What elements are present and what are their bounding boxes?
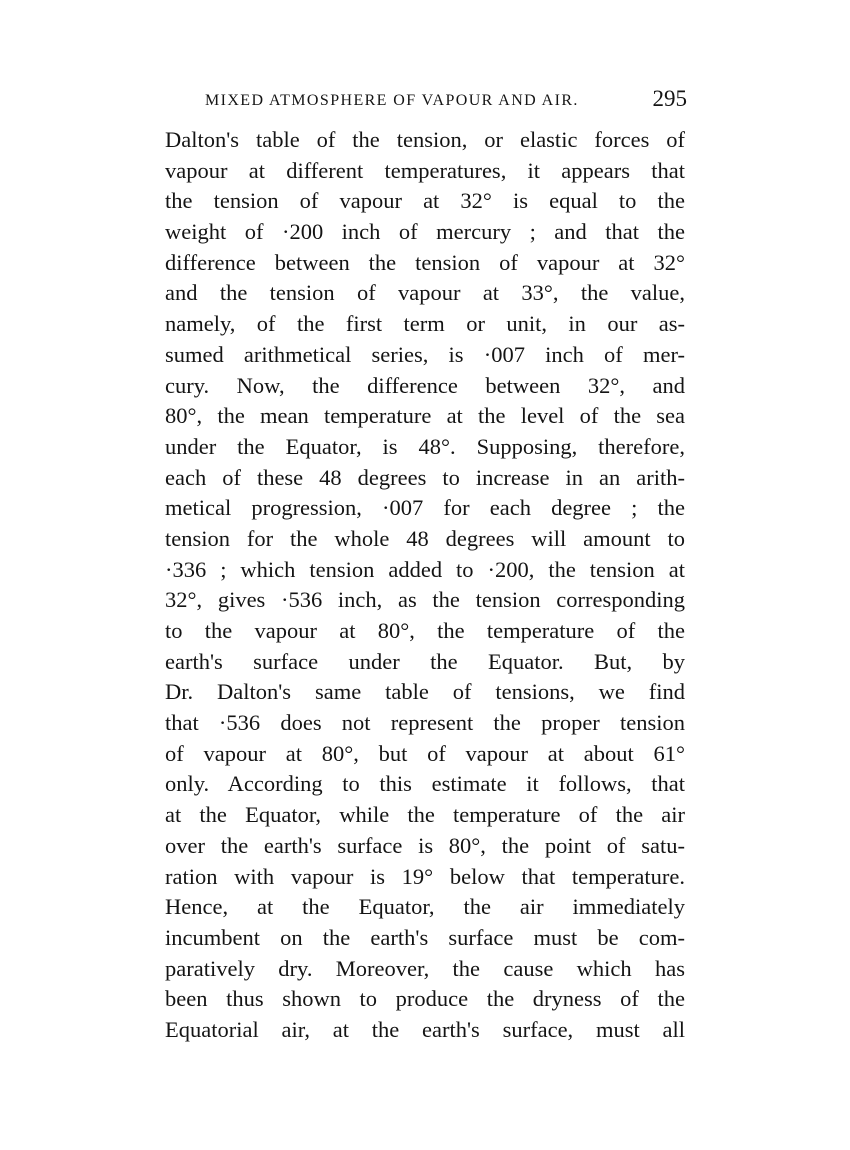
text-line: each of these 48 degrees to increase in an arith- [165,464,685,490]
text-line: 32°, gives ·536 inch, as the tension corresponding [165,587,685,613]
text-line: weight of ·200 inch of mercury ; and that the [165,219,685,245]
text-line: that ·536 does not represent the proper tension [165,710,685,736]
text-line: under the Equator, is 48°. Supposing, therefore, [165,433,685,459]
text-line: Dalton's table of the tension, or elastic forces of [165,127,685,152]
text-line: over the earth's surface is 80°, the point of satu- [165,832,685,858]
text-line: Equatorial air, at the earth's surface, must all [165,1016,685,1042]
text-line: at the Equator, while the temperature of the air [165,802,685,828]
running-head [205,86,687,116]
text-line: ·336 ; which tension added to ·200, the tension at [165,556,685,582]
text-line: Hence, at the Equator, the air immediately [165,894,685,920]
page-number: 295 [652,86,687,111]
text-line: 80°, the mean temperature at the level of the sea [165,403,685,429]
text-line: been thus shown to produce the dryness of the [165,986,685,1012]
text-line: Dr. Dalton's same table of tensions, we find [165,679,685,705]
text-line: difference between the tension of vapour at 32° [165,249,685,275]
text-line: paratively dry. Moreover, the cause which has [165,955,685,981]
text-line: metical progression, ·007 for each degree ; the [165,495,685,521]
text-line: cury. Now, the difference between 32°, and [165,372,685,398]
text-line: sumed arithmetical series, is ·007 inch of mer- [165,341,685,367]
body-text [165,125,685,1046]
text-line: namely, of the first term or unit, in our as- [165,311,685,337]
text-line: earth's surface under the Equator. But, by [165,648,685,674]
text-line: tension for the whole 48 degrees will amount to [165,525,685,551]
text-line: of vapour at 80°, but of vapour at about 61° [165,740,685,766]
text-line: and the tension of vapour at 33°, the value, [165,280,685,306]
running-title: MIXED ATMOSPHERE OF VAPOUR AND AIR. [205,92,579,109]
text-line: to the vapour at 80°, the temperature of the [165,618,685,643]
text-line: the tension of vapour at 32° is equal to the [165,188,685,214]
text-line: vapour at different temperatures, it appears that [165,157,685,183]
text-line: ration with vapour is 19° below that temperature. [165,863,685,889]
text-line: only. According to this estimate it follows, that [165,771,685,797]
text-line: incumbent on the earth's surface must be com- [165,924,685,950]
